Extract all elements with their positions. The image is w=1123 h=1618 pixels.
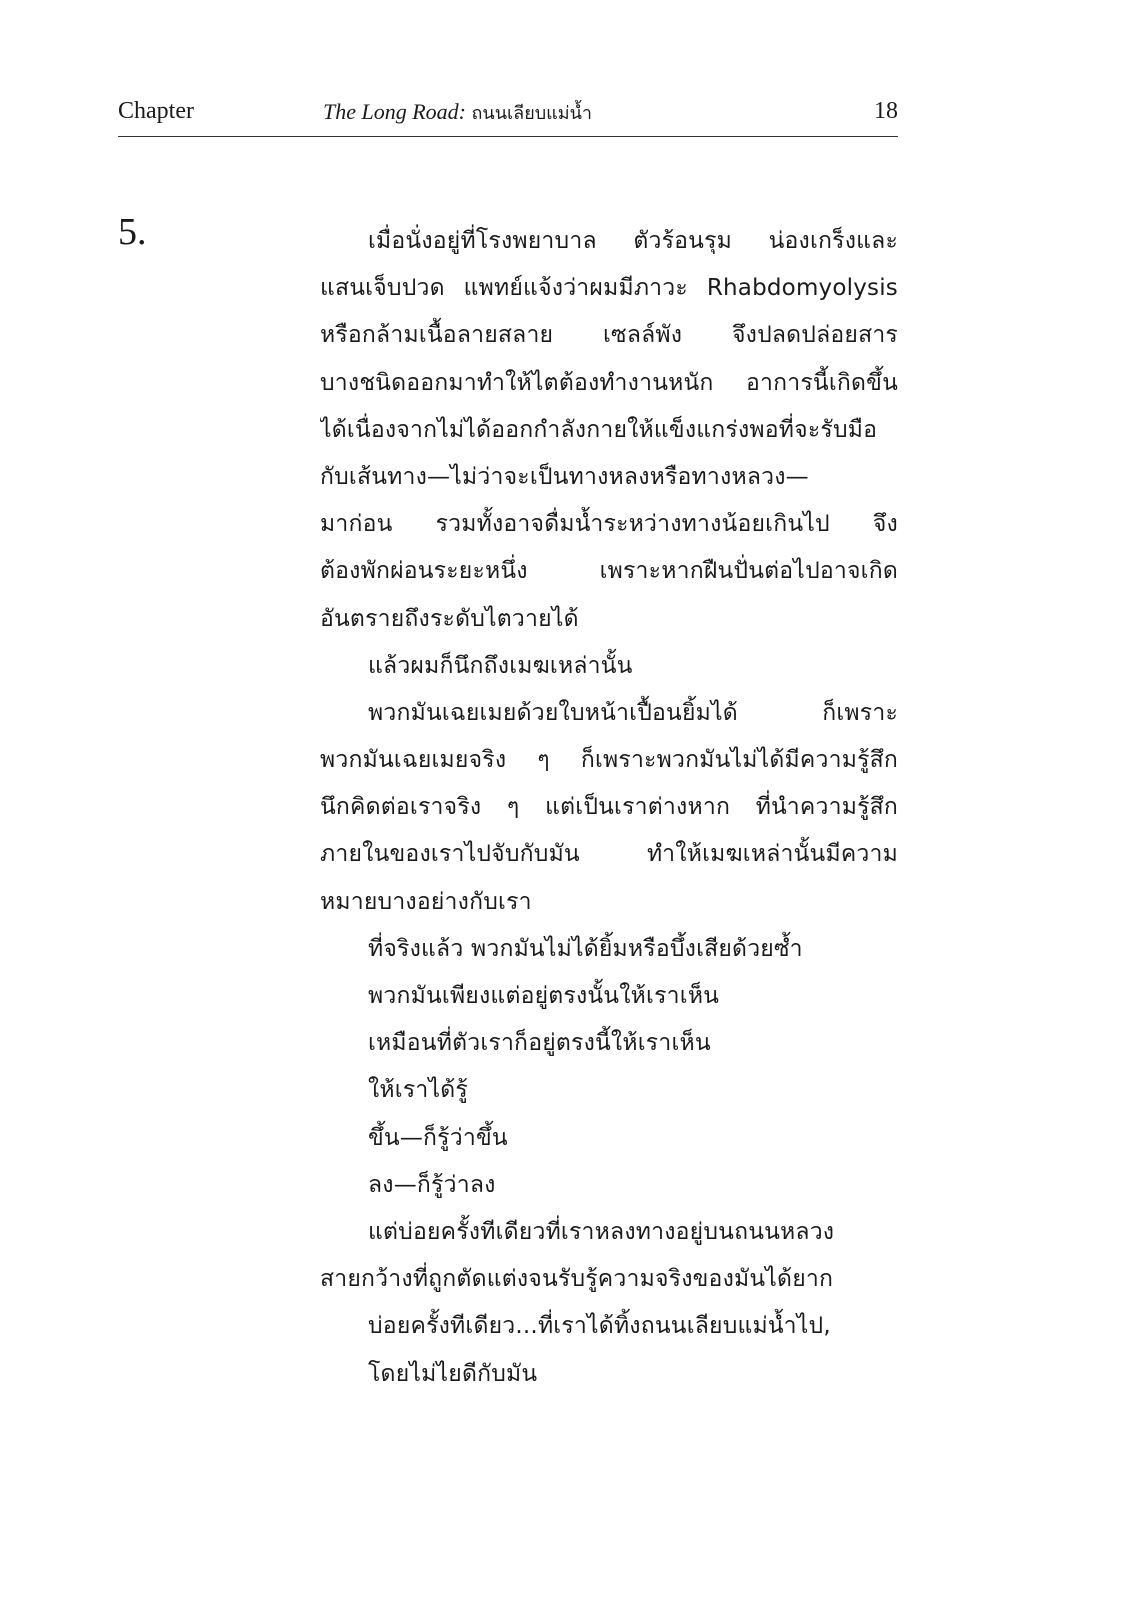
running-header — [118, 92, 898, 137]
body-line: ที่จริงแล้ว พวกมันไม่ได้ยิ้มหรือบึ้งเสียด้วยซ้ำ — [368, 935, 803, 962]
body-line: แสนเจ็บปวด แพทย์แจ้งว่าผมมีภาวะ Rhabdomyolysis — [320, 275, 898, 302]
body-line: แต่บ่อยครั้งทีเดียวที่เราหลงทางอยู่บนถนนหลวง — [368, 1218, 835, 1245]
body-line: เหมือนที่ตัวเราก็อยู่ตรงนี้ให้เราเห็น — [368, 1030, 711, 1057]
body-line: เมื่อนั่งอยู่ที่โรงพยาบาล ตัวร้อนรุม น่องเกร็งและ — [368, 228, 898, 254]
header-title-italic: The Long Road: — [323, 99, 466, 124]
body-line: ต้องพักผ่อนระยะหนึ่ง เพราะหากฝืนปั่นต่อไปอาจเกิด — [320, 558, 898, 585]
body-line: ลง—ก็รู้ว่าลง — [368, 1171, 496, 1198]
header-title-thai: ถนนเลียบแม่น้ำ — [471, 103, 593, 124]
header-book-title — [323, 98, 592, 127]
body-text — [320, 218, 898, 1398]
body-line: พวกมันเพียงแต่อยู่ตรงนั้นให้เราเห็น — [368, 983, 720, 1009]
body-line: บางชนิดออกมาทำให้ไตต้องทำงานหนัก อาการนี้เกิดขึ้น — [320, 369, 898, 396]
body-line: พวกมันเฉยเมยจริง ๆ ก็เพราะพวกมันไม่ได้มีความรู้สึก — [320, 747, 898, 774]
section-number: 5. — [118, 211, 147, 253]
body-line: สายกว้างที่ถูกตัดแต่งจนรับรู้ความจริงของมันได้ยาก — [320, 1266, 834, 1293]
body-line: พวกมันเฉยเมยด้วยใบหน้าเปื้อนยิ้มได้ ก็เพราะ — [368, 699, 898, 726]
body-line: หมายบางอย่างกับเรา — [320, 888, 532, 915]
body-line: อันตรายถึงระดับไตวายได้ — [320, 605, 579, 632]
header-chapter-label: Chapter — [118, 98, 194, 124]
body-line: แล้วผมก็นึกถึงเมฆเหล่านั้น — [368, 652, 633, 679]
body-line: ขึ้น—ก็รู้ว่าขึ้น — [368, 1124, 508, 1151]
body-line: ภายในของเราไปจับกับมัน ทำให้เมฆเหล่านั้นมีความ — [320, 841, 898, 868]
body-line: บ่อยครั้งทีเดียว...ที่เราได้ทิ้งถนนเลียบแม่น้ำไป, — [368, 1313, 831, 1340]
body-line: มาก่อน รวมทั้งอาจดื่มน้ำระหว่างทางน้อยเกินไป จึง — [320, 511, 898, 538]
body-line: ได้เนื่องจากไม่ได้ออกกำลังกายให้แข็งแกร่งพอที่จะรับมือ — [320, 416, 878, 443]
body-line: นึกคิดต่อเราจริง ๆ แต่เป็นเราต่างหาก ที่นำความรู้สึก — [320, 794, 898, 821]
body-line: กับเส้นทาง—ไม่ว่าจะเป็นทางหลงหรือทางหลวง— — [320, 463, 809, 490]
body-line: หรือกล้ามเนื้อลายสลาย เซลล์พัง จึงปลดปล่อยสาร — [320, 322, 898, 349]
body-line: ให้เราได้รู้ — [368, 1077, 468, 1104]
body-line: โดยไม่ไยดีกับมัน — [368, 1360, 538, 1387]
page-number: 18 — [874, 98, 898, 124]
